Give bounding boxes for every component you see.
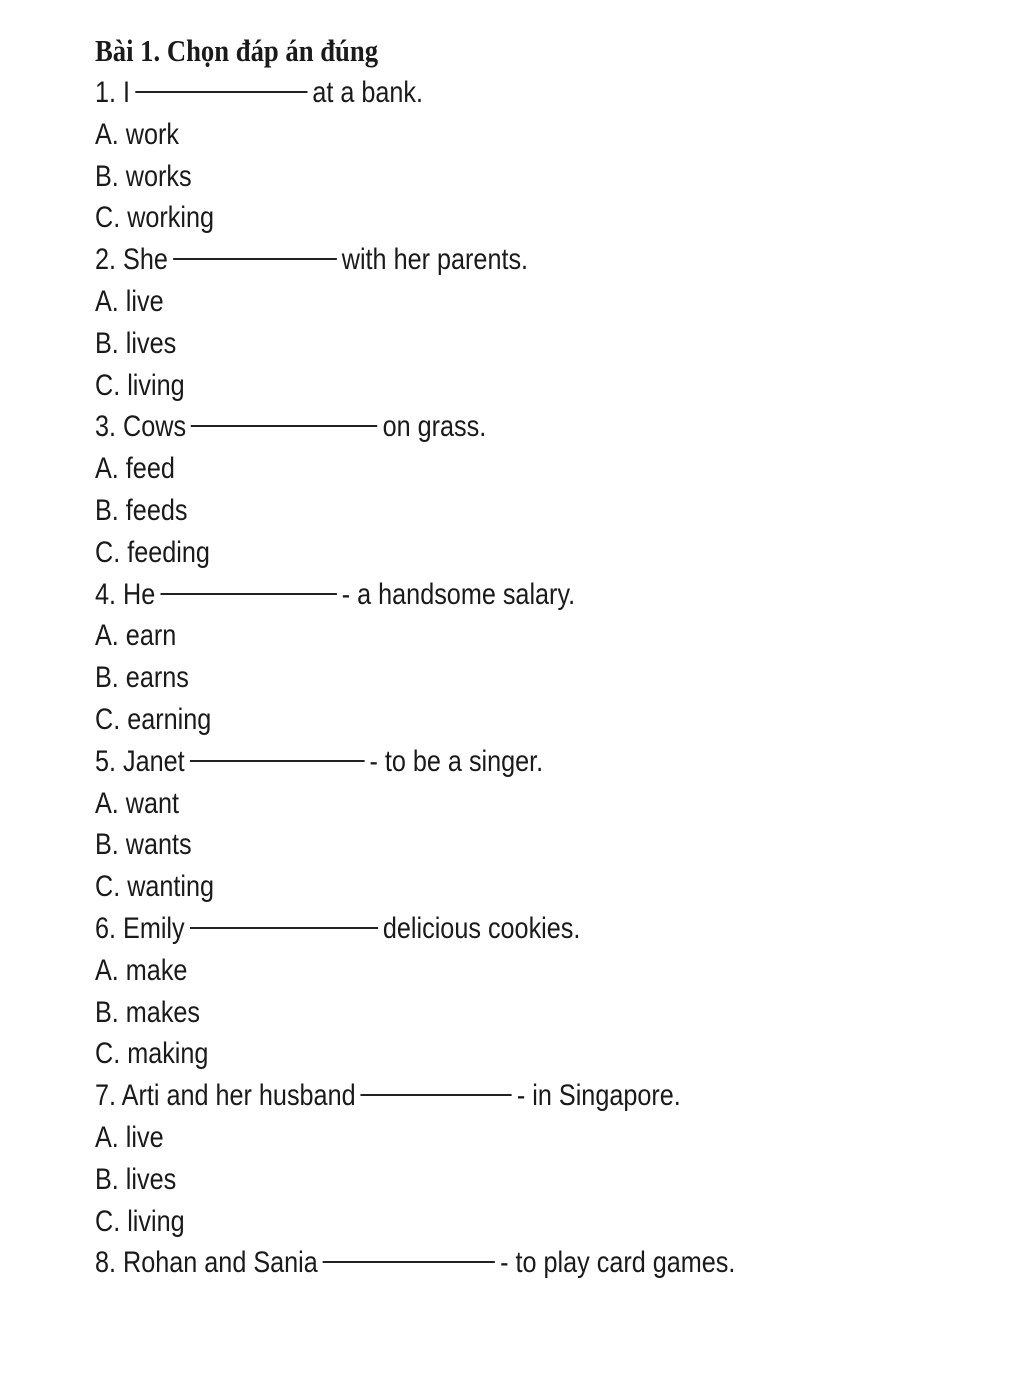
question-number: 6. <box>95 911 117 945</box>
question-number: 4. <box>95 577 117 611</box>
question-number: 3. <box>95 410 117 444</box>
question-ending: - in Singapore. <box>516 1079 681 1113</box>
question-2 <box>95 239 735 281</box>
option-c: C. working <box>95 201 215 235</box>
answer-blank <box>323 1261 495 1263</box>
question-stem: Janet <box>123 744 185 778</box>
answer-blank <box>361 1094 512 1096</box>
question-number: 1. <box>95 76 117 109</box>
question-ending: - a handsome salary. <box>341 577 576 611</box>
answer-blank <box>190 927 378 929</box>
option-c: C. living <box>95 368 185 402</box>
question-stem: He <box>123 577 156 611</box>
question-number: 5. <box>95 744 117 778</box>
question-ending: with her parents. <box>341 243 529 277</box>
question-number: 7. <box>95 1079 117 1113</box>
question-7 <box>95 1075 735 1117</box>
option-a: A. make <box>95 953 188 987</box>
question-ending: - to be a singer. <box>369 744 544 778</box>
question-ending: - to play card games. <box>500 1246 736 1280</box>
option-b: B. lives <box>95 326 177 360</box>
question-1 <box>95 72 735 114</box>
option-b: B. works <box>95 159 192 193</box>
worksheet <box>95 30 857 1284</box>
answer-blank <box>160 593 336 595</box>
question-ending: at a bank. <box>312 76 424 109</box>
question-stem: Arti and her husband <box>121 1079 356 1113</box>
question-ending: delicious cookies. <box>382 911 581 945</box>
answer-blank <box>190 760 365 762</box>
question-3 <box>95 406 735 448</box>
option-a: A. live <box>95 284 164 318</box>
option-c: C. living <box>95 1204 185 1238</box>
question-stem: I <box>123 76 131 109</box>
option-b: B. earns <box>95 661 189 695</box>
option-a: A. want <box>95 786 180 820</box>
exercise-title: Bài 1. Chọn đáp án đúng <box>95 33 379 68</box>
option-c: C. earning <box>95 702 212 736</box>
answer-blank <box>191 425 377 427</box>
option-c: C. making <box>95 1037 209 1071</box>
option-c: C. feeding <box>95 535 210 569</box>
option-b: B. feeds <box>95 493 188 527</box>
option-c: C. wanting <box>95 870 215 904</box>
question-number: 8. <box>95 1246 117 1280</box>
option-a: A. work <box>95 117 180 151</box>
question-stem: Emily <box>123 911 185 945</box>
option-b: B. wants <box>95 828 192 862</box>
option-a: A. live <box>95 1120 164 1154</box>
question-4 <box>95 574 735 616</box>
question-stem: She <box>123 243 168 277</box>
option-a: A. feed <box>95 452 175 486</box>
question-number: 2. <box>95 243 117 277</box>
question-stem: Rohan and Sania <box>123 1246 318 1280</box>
option-a: A. earn <box>95 619 177 653</box>
answer-blank <box>135 91 307 93</box>
option-b: B. lives <box>95 1162 177 1196</box>
question-5 <box>95 741 735 783</box>
answer-blank <box>173 258 337 260</box>
option-b: B. makes <box>95 995 201 1029</box>
question-ending: on grass. <box>382 410 487 444</box>
question-8 <box>95 1242 735 1284</box>
question-stem: Cows <box>123 410 187 444</box>
question-6 <box>95 908 735 950</box>
